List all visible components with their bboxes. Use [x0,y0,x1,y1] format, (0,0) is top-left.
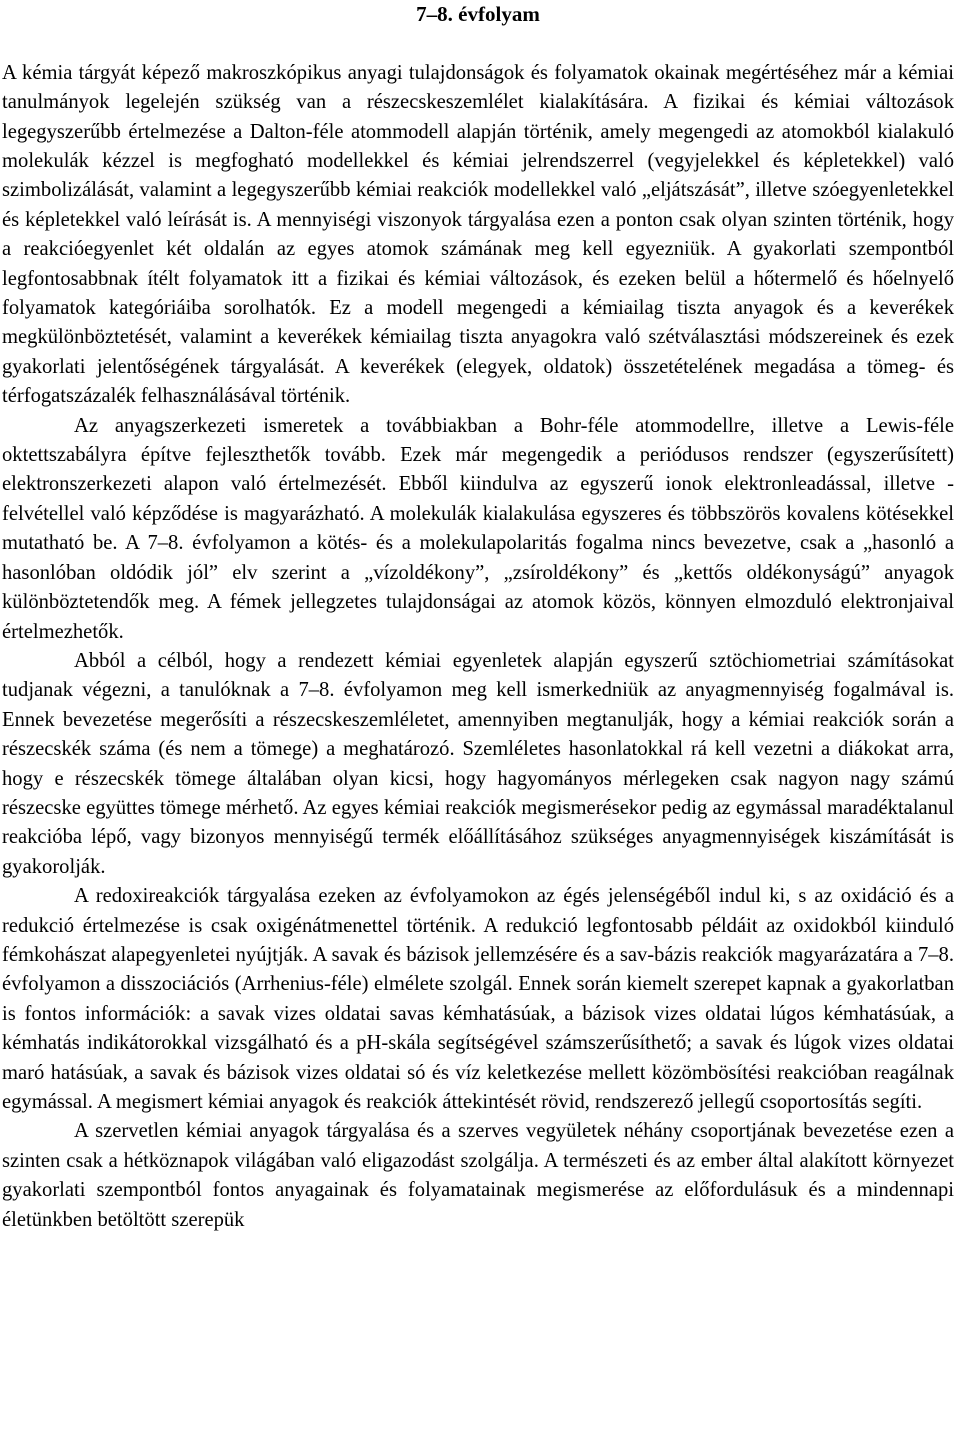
paragraph-stoichiometry: Abból a célból, hogy a rendezett kémiai egyenletek alapján egyszerű sztöchiometriai számításokat tudjanak végezni, a tanulóknak a 7–8. évfolyamon meg kell ismerkedniük az anyagmennyiség fogalmával is. Ennek bevezetése megerősíti a részecskeszemléletet, amennyiben megtanulják, hogy a kémiai reakciók során a részecskék száma (és nem a tömege) a meghatározó. Szemléletes hasonlatokkal rá kell vezetni a diákokat arra, hogy e részecskék tömege általában olyan kicsi, hogy hagyományos mérlegeken csak nagyon nagy számú részecske együttes tömege mérhető. Az egyes kémiai reakciók megismerésekor pedig az egymással maradéktalanul reakcióba lépő, vagy bizonyos mennyiségű termék előállításához szükséges anyagmennyiségek kiszámítását is gyakorolják. [2,649,954,878]
paragraph-atomic-structure: Az anyagszerkezeti ismeretek a továbbiakban a Bohr-féle atommodellre, illetve a Lewis-féle oktettszabályra építve fejleszthetők tovább. Ezek már megengedik a periódusos rendszer (egyszerűsített) elektronszerkezeti alapon való értelmezését. Ebből kiindulva az egyszerű ionok elektronleadással, illetve -felvétellel való képződése is magyarázható. A molekulák kialakulása egyszeres és többszörös kovalens kötésekkel mutatható be. A 7–8. évfolyamon a kötés- és a molekulapolaritás fogalma nincs bevezetve, csak a „hasonló a hasonlóban oldódik jól” elv szerint a „vízoldékony”, „zsíroldékony” és „kettős oldékonyságú” anyagok különböztetendők meg. A fémek jellegzetes tulajdonságai az atomok közös, könnyen elmozduló elektronjaival értelmezhetők. [2,414,954,643]
paragraph-inorganic-organic: A szervetlen kémiai anyagok tárgyalása és a szerves vegyületek néhány csoportjának bevezetése ezen a szinten csak a hétköznapok világában való eligazodást szolgálja. A természeti és az ember által alakított környezet gyakorlati szempontból fontos anyagainak és folyamatainak megismerése az előfordulásuk és a mindennapi életünkben betöltött szerepük [2,1120,954,1231]
page-title: 7–8. évfolyam [416,2,540,26]
paragraph-particle-model: A kémia tárgyát képező makroszkópikus anyagi tulajdonságok és folyamatok okainak megértéséhez már a kémiai tanulmányok legelején szükség van a részecskeszemlélet kialakítására. A fizikai és kémiai változások legegyszerűbb értelmezése a Dalton-féle atommodell alapján történik, amely megengedi az atomokból kialakuló molekulák kézzel is megfogható modellekkel és kémiai jelrendszerrel (vegyjelekkel és képletekkel) való szimbolizálását, valamint a legegyszerűbb kémiai reakciók modellekkel való „eljátszását”, illetve szóegyenletekkel és képletekkel való leírását is. A mennyiségi viszonyok tárgyalása ezen a ponton csak olyan szinten történik, hogy a reakcióegyenlet két oldalán az egyes atomok számának meg kell egyezniük. A gyakorlati szempontból legfontosabbnak ítélt folyamatok itt a fizikai és kémiai változások, és ezeken belül a hőtermelő és hőelnyelő folyamatok kategóriáiba sorolhatók. Ez a modell megengedi a kémiailag tiszta anyagok és a keverékek megkülönböztetését, valamint a keverékek kémiailag tiszta anyagokra való szétválasztási módszereinek és ezek gyakorlati jelentőségének tárgyalását. A keverékek (elegyek, oldatok) összetételének megadása a tömeg- és térfogatszázalék felhasználásával történik. [2,61,954,408]
paragraph-redox-acid-base: A redoxireakciók tárgyalása ezeken az évfolyamokon az égés jelenségéből indul ki, s az oxidáció és a redukció értelmezése is csak oxigénátmenettel történik. A redukció legfontosabb példáit az oxidokból kiinduló fémkohászat alapegyenletei nyújtják. A savak és bázisok jellemzésére és a sav-bázis reakciók magyarázatára a 7–8. évfolyamon a disszociációs (Arrhenius-féle) elmélete szolgál. Ennek során kiemelt szerepet kapnak a gyakorlatban is fontos információk: a savak vizes oldatai savas kémhatásúak, a bázisok vizes oldatai lúgos kémhatásúak, a kémhatás indikátorokkal vizsgálható és a pH-skála segítségével számszerűsíthető; a savak és lúgok vizes oldatai maró hatásúak, a savak és bázisok vizes oldatai só és víz keletkezése mellett közömbösítési reakcióban reagálnak egymással. A megismert kémiai anyagok és reakciók áttekintését rövid, rendszerező jellegű csoportosítás segíti. [2,885,954,1114]
